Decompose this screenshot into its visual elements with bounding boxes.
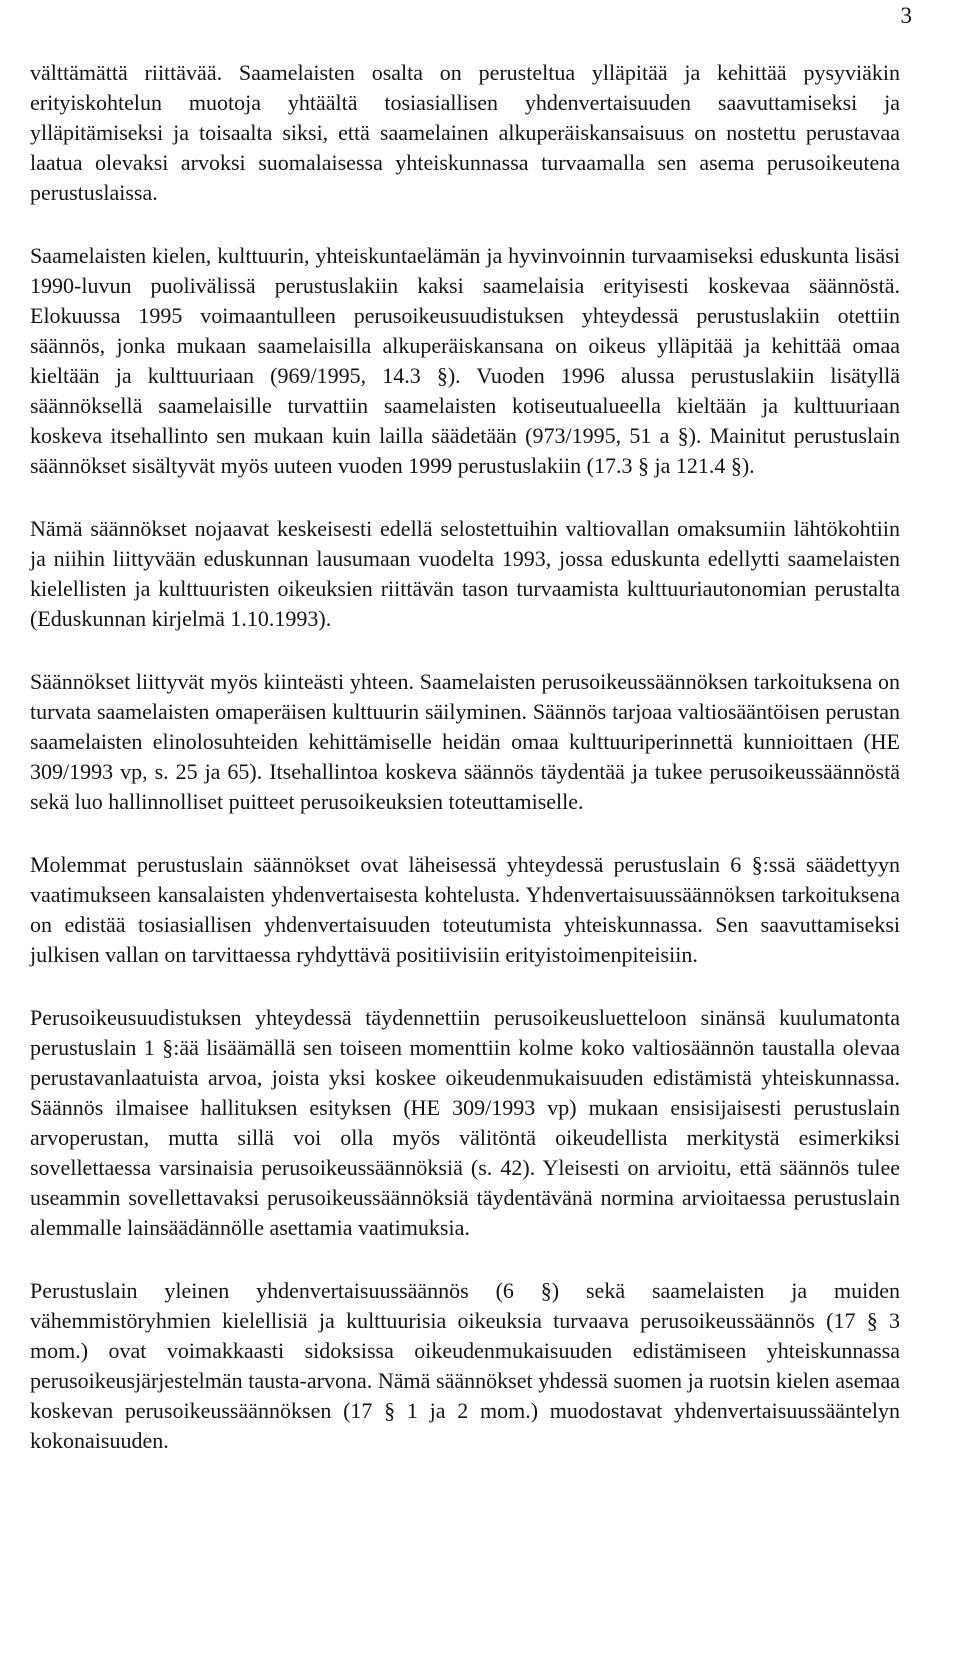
paragraph-7: Perustuslain yleinen yhdenvertaisuussäännös (6 §) sekä saamelaisten ja muiden vähemmistöryhmien kielellisiä ja kulttuurisia oikeuksia turvaava perusoikeussäännös (17 § 3 mom.) ovat voimakkaasti sidoksissa oikeudenmukaisuuden edistämiseen yhteiskunnassa perusoikeusjärjestelmän tausta-arvona. Nämä säännökset yhdessä suomen ja ruotsin kielen asemaa koskevan perusoikeussäännöksen (17 § 1 ja 2 mom.) muodostavat yhdenvertaisuussääntelyn kokonaisuuden.	[30, 1278, 900, 1453]
paragraph-3: Nämä säännökset nojaavat keskeisesti edellä selostettuihin valtiovallan omaksumiin lähtökohtiin ja niihin liittyvään eduskunnan lausumaan vuodelta 1993, jossa eduskunta edellytti saamelaisten kielellisten ja kulttuuristen oikeuksien riittävän tason turvaamista kulttuuriautonomian perustalta (Eduskunnan kirjelmä 1.10.1993).	[30, 516, 900, 631]
page-number: 3	[900, 3, 912, 28]
paragraph-2: Saamelaisten kielen, kulttuurin, yhteiskuntaelämän ja hyvinvoinnin turvaamiseksi eduskunta lisäsi 1990-luvun puolivälissä perustuslakiin kaksi saamelaisia erityisesti koskevaa säännöstä. Elokuussa 1995 voimaantulleen perusoikeusuudistuksen yhteydessä perustuslakiin otettiin säännös, jonka mukaan saamelaisilla alkuperäiskansana on oikeus ylläpitää ja kehittää omaa kieltään ja kulttuuriaan (969/1995, 14.3 §). Vuoden 1996 alussa perustuslakiin lisätyllä säännöksellä saamelaisille turvattiin saamelaisten kotiseutualueella kieltään ja kulttuuriaan koskeva itsehallinto sen mukaan kuin lailla säädetään (973/1995, 51 a §). Mainitut perustuslain säännökset sisältyvät myös uuteen vuoden 1999 perustuslakiin (17.3 § ja 121.4 §).	[30, 243, 900, 478]
paragraph-5: Molemmat perustuslain säännökset ovat läheisessä yhteydessä perustuslain 6 §:ssä säädettyyn vaatimukseen kansalaisten yhdenvertaisesta kohtelusta. Yhdenvertaisuussäännöksen tarkoituksena on edistää tosiasiallisen yhdenvertaisuuden toteutumista yhteiskunnassa. Sen saavuttamiseksi julkisen vallan on tarvittaessa ryhdyttävä positiivisiin erityistoimenpiteisiin.	[30, 852, 900, 967]
paragraph-4: Säännökset liittyvät myös kiinteästi yhteen. Saamelaisten perusoikeussäännöksen tarkoituksena on turvata saamelaisten omaperäisen kulttuurin säilyminen. Säännös tarjoaa valtiosääntöisen perustan saamelaisten elinolosuhteiden kehittämiselle heidän omaa kulttuuriperinnettä kunnioittaen (HE 309/1993 vp, s. 25 ja 65). Itsehallintoa koskeva säännös täydentää ja tukee perusoikeussäännöstä sekä luo hallinnolliset puitteet perusoikeuksien toteuttamiselle.	[30, 669, 900, 814]
paragraph-6: Perusoikeusuudistuksen yhteydessä täydennettiin perusoikeusluetteloon sinänsä kuulumatonta perustuslain 1 §:ää lisäämällä sen toiseen momenttiin kolme koko valtiosäännön taustalla olevaa perustavanlaatuista arvoa, joista yksi koskee oikeudenmukaisuuden edistämistä yhteiskunnassa. Säännös ilmaisee hallituksen esityksen (HE 309/1993 vp) mukaan ensisijaisesti perustuslain arvoperustan, mutta sillä voi olla myös välitöntä oikeudellista merkitystä esimerkiksi sovellettaessa varsinaisia perusoikeussäännöksiä (s. 42). Yleisesti on arvioitu, että säännös tulee useammin sovellettavaksi perusoikeussäännöksiä täydentävänä normina arvioitaessa perustuslain alemmalle lainsäädännölle asettamia vaatimuksia.	[30, 1005, 900, 1240]
document-body	[30, 58, 900, 1489]
paragraph-1: välttämättä riittävää. Saamelaisten osalta on perusteltua ylläpitää ja kehittää pysyviäkin erityiskohtelun muotoja yhtäältä tosiasiallisen yhdenvertaisuuden saavuttamiseksi ja ylläpitämiseksi ja toisaalta siksi, että saamelainen alkuperäiskansaisuus on nostettu perustavaa laatua olevaksi arvoksi suomalaisessa yhteiskunnassa turvaamalla sen asema perusoikeutena perustuslaissa.	[30, 60, 900, 205]
